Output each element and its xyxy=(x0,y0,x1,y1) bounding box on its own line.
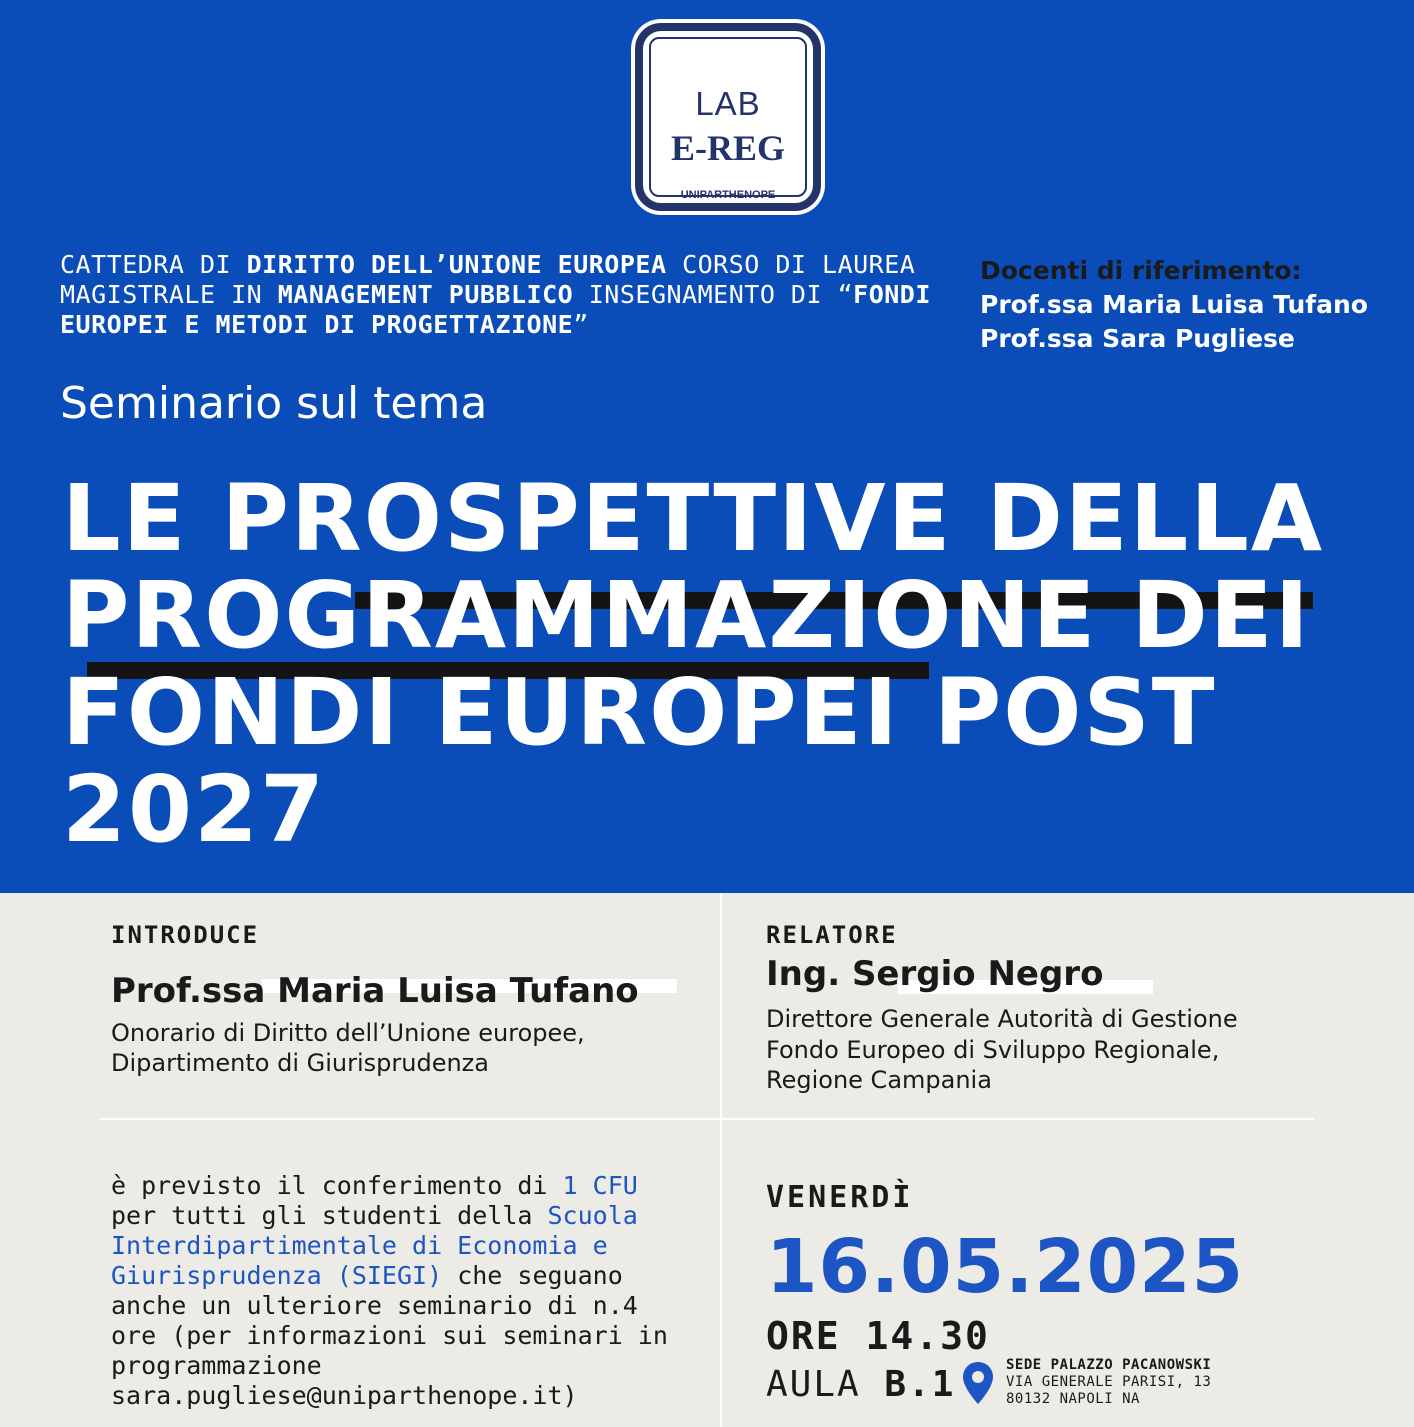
introduce-desc-2: Dipartimento di Giurisprudenza xyxy=(111,1049,489,1077)
logo-lab-text: LAB xyxy=(695,85,761,122)
relatore-desc-2: Fondo Europeo di Sviluppo Regionale, xyxy=(766,1036,1220,1064)
divider-vertical xyxy=(720,893,722,1427)
lab-ereg-logo xyxy=(631,19,825,215)
venue-address xyxy=(1006,1357,1211,1408)
course-text-4: ” xyxy=(573,310,589,339)
docente-name: Prof.ssa Maria Luisa Tufano xyxy=(980,290,1368,319)
venue-street: VIA GENERALE PARISI, 13 xyxy=(1006,1374,1212,1390)
cfu-highlight-2: Scuola Interdipartimentale di Economia e Giurisprudenza (SIEGI) xyxy=(111,1201,638,1290)
event-title: LE PROSPETTIVE DELLA PROGRAMMAZIONE DEI FONDI EUROPEI POST 2027 xyxy=(62,465,1325,863)
course-text-3: INSEGNAMENTO DI “ xyxy=(573,280,854,309)
introduce-label: INTRODUCE xyxy=(111,921,260,949)
room-label: AULA xyxy=(766,1364,885,1405)
cfu-highlight-1: 1 CFU xyxy=(562,1171,638,1200)
course-text-2: CORSO DI LAUREA MAGISTRALE IN xyxy=(60,250,916,309)
relatore-name: Ing. Sergio Negro xyxy=(766,954,1104,994)
cfu-text-1: è previsto il conferimento di xyxy=(111,1171,563,1200)
event-day: VENERDÌ xyxy=(766,1180,914,1215)
docente-name: Prof.ssa Sara Pugliese xyxy=(980,324,1295,353)
course-text-1: CATTEDRA DI xyxy=(60,250,247,279)
logo-university-text: UNIPARTHENOPE xyxy=(680,189,776,201)
relatore-label: RELATORE xyxy=(766,921,898,949)
course-bold-2: MANAGEMENT PUBBLICO xyxy=(277,280,574,309)
location-pin-icon xyxy=(960,1360,996,1406)
relatore-desc-1: Direttore Generale Autorità di Gestione xyxy=(766,1005,1238,1033)
event-room xyxy=(766,1364,955,1405)
docenti-heading: Docenti di riferimento: xyxy=(980,256,1302,285)
venue-name: SEDE PALAZZO PACANOWSKI xyxy=(1006,1357,1212,1373)
seminario-subtitle: Seminario sul tema xyxy=(60,378,488,429)
cfu-text-3: che seguano anche un ulteriore seminario di n.4 ore (per informazioni sui seminari in programmazione sara.pugliese@uniparthenope.it) xyxy=(111,1261,668,1410)
cfu-info xyxy=(111,1171,691,1411)
relatore-desc-3: Regione Campania xyxy=(766,1066,992,1094)
venue-city: 80132 NAPOLI NA xyxy=(1006,1391,1140,1407)
cfu-text-2: per tutti gli studenti della xyxy=(111,1201,548,1230)
divider-horizontal xyxy=(100,1118,1314,1120)
docenti-block xyxy=(980,254,1400,356)
event-time: ORE 14.30 xyxy=(766,1314,990,1358)
course-bold-1: DIRITTO DELL’UNIONE EUROPEA xyxy=(246,250,667,279)
introduce-desc-1: Onorario di Diritto dell’Unione europee, xyxy=(111,1019,585,1047)
room-number: B.1 xyxy=(884,1364,956,1405)
event-date: 16.05.2025 xyxy=(766,1224,1245,1310)
logo-name-text: E-REG xyxy=(670,128,785,168)
course-bold-3: FONDI EUROPEI E METODI DI PROGETTAZIONE xyxy=(60,280,931,339)
course-info xyxy=(60,250,940,340)
introduce-name: Prof.ssa Maria Luisa Tufano xyxy=(111,971,639,1011)
